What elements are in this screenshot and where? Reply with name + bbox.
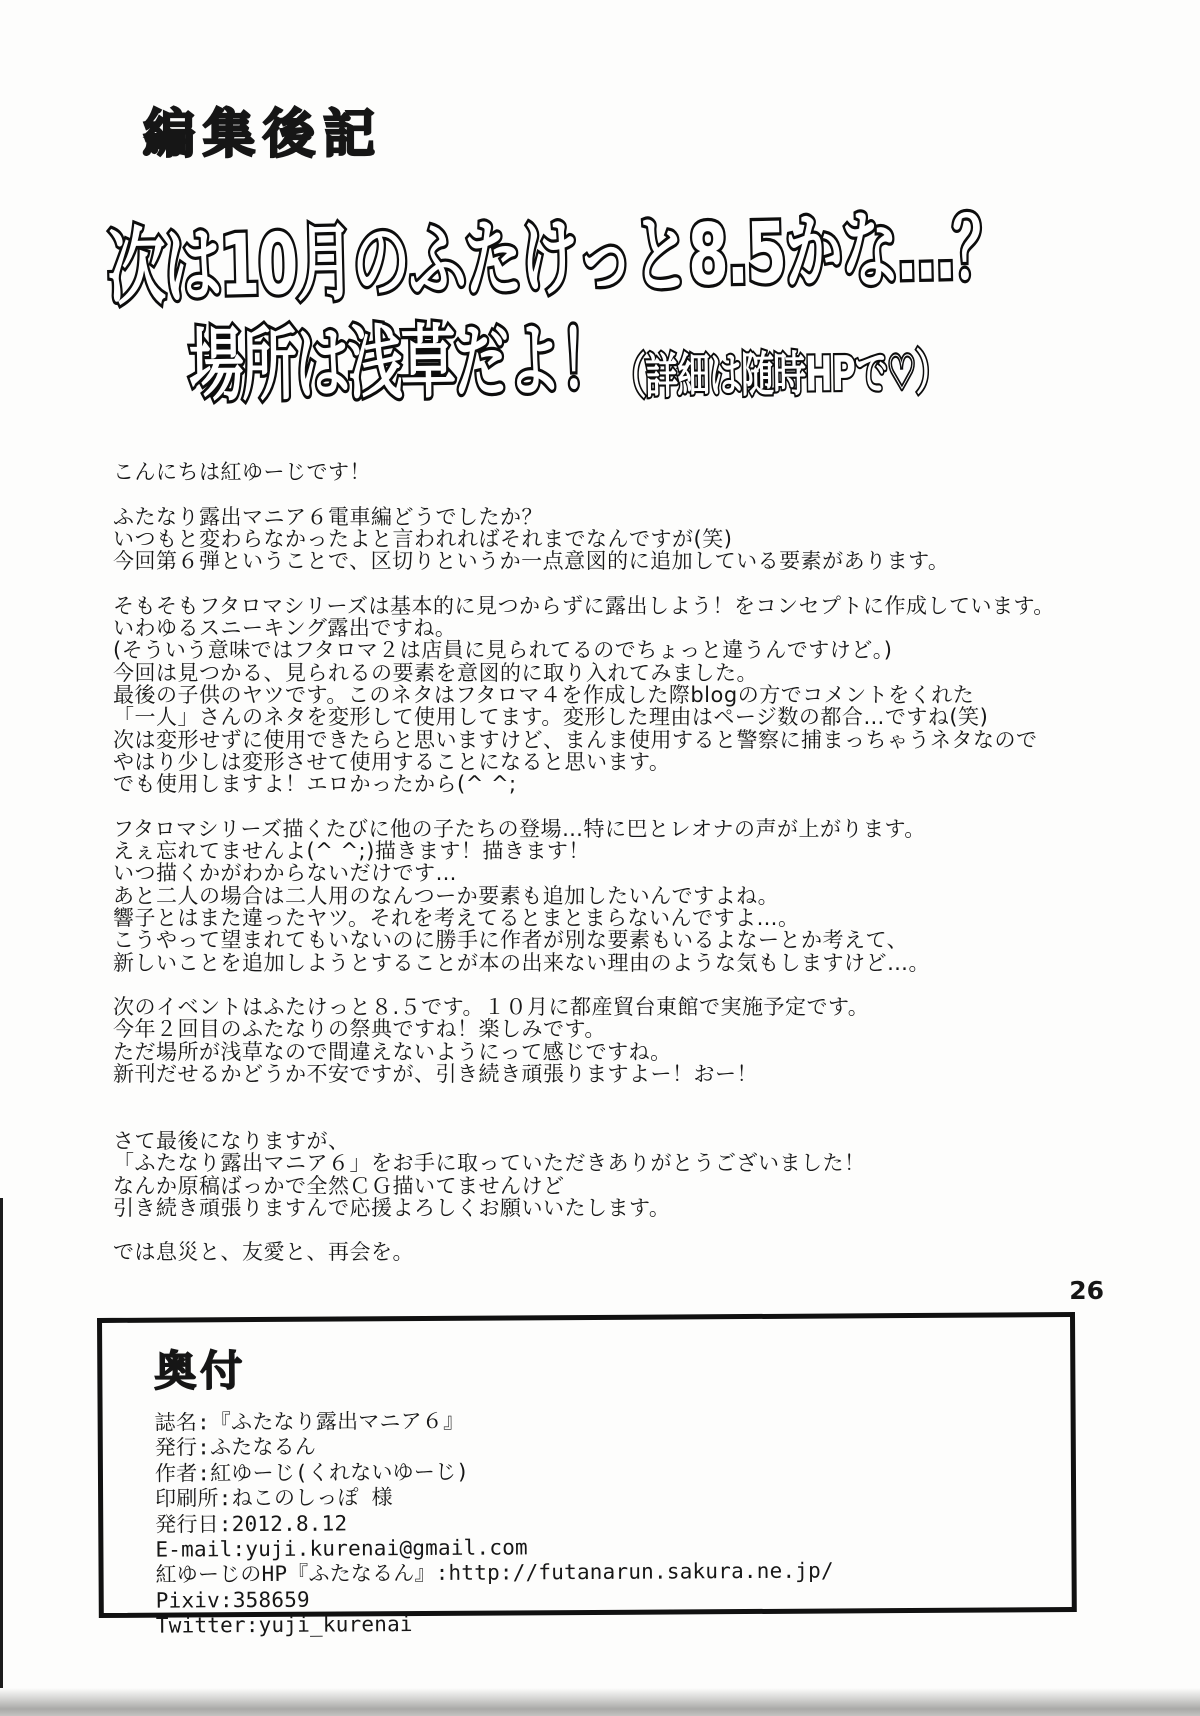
body-line: そもそもフタロマシリーズは基本的に見つからずに露出しよう！をコンセプトに作成しています。 — [113, 593, 1055, 618]
afterword-body — [113, 461, 1103, 1264]
body-line — [113, 483, 1103, 505]
body-line — [113, 572, 1103, 594]
colophon-line: 印刷所:ねこのしっぽ 様 — [155, 1485, 393, 1511]
body-line: いつもと変わらなかったよと言われればそれまでなんですが(笑) — [113, 526, 733, 551]
body-line: 次は変形せずに使用できたらと思いますけど、まんま使用すると警察に捕まっちゃうネタなので — [113, 727, 1038, 752]
body-line — [113, 974, 1103, 996]
body-line: ふたなり露出マニア６電車編どうでしたか？ — [113, 504, 543, 529]
colophon-heading: 奥付 — [154, 1346, 247, 1396]
body-line: やはり少しは変形させて使用することになると思います。 — [113, 749, 671, 774]
body-line: 引き続き頑張りますんで応援よろしくお願いいたします。 — [113, 1195, 671, 1220]
body-line: フタロマシリーズ描くたびに他の子たちの登場…特に巴とレオナの声が上がります。 — [113, 816, 926, 841]
body-line: 新しいことを追加しようとすることが本の出来ない理由のような気もしますけど…。 — [113, 950, 930, 975]
body-line: いつ描くかがわからないだけです… — [113, 861, 457, 886]
body-line: なんか原稿ばっかで全然ＣＧ描いてませんけど — [113, 1173, 565, 1198]
body-line — [113, 1108, 1103, 1130]
body-line: ただ場所が浅草なので間違えないようにって感じですね。 — [113, 1039, 672, 1064]
body-line: いわゆるスニーキング露出ですね。 — [113, 616, 457, 641]
colophon-line: 発行日:2012.8.12 — [155, 1511, 348, 1537]
body-line: あと二人の場合は二人用のなんつーか要素も追加したいんですよね。 — [113, 883, 780, 908]
headline-line-2 — [188, 291, 948, 416]
scan-edge-bottom — [0, 1688, 1200, 1716]
scan-edge-left — [0, 1198, 3, 1716]
body-line: 今回は見つかる、見られるの要素を意図的に取り入れてみました。 — [113, 660, 758, 685]
body-line: では息災と、友愛と、再会を。 — [113, 1240, 414, 1265]
body-line: 今年２回目のふたなりの祭典ですね！楽しみです。 — [113, 1017, 606, 1042]
body-line — [113, 1219, 1103, 1241]
body-line — [113, 795, 1103, 817]
body-line: 「一人」さんのネタを変形して使用してます。変形した理由はページ数の都合…ですね(笑) — [113, 705, 989, 730]
body-line: 「ふたなり露出マニア６」をお手に取っていただきありがとうございました！ — [113, 1151, 866, 1176]
headline-line-1: 次は10月のふたけっと8.5かな…？ — [106, 198, 1010, 318]
body-line: でも使用しますよ！エロかったから(^ ^; — [113, 772, 517, 797]
colophon-line: 誌名:『ふたなり露出マニア６』 — [154, 1408, 465, 1435]
body-line: (そういう意味ではフタロマ２は店員に見られてるのでちょっと違うんですけど。) — [113, 638, 893, 663]
colophon-box — [97, 1312, 1077, 1638]
colophon-line: 発行:ふたなるん — [154, 1435, 317, 1461]
body-line: 最後の子供のヤツです。このネタはフタロマ４を作成した際blogの方でコメントをくれた — [113, 682, 975, 707]
body-line: 新刊だせるかどうか不安ですが、引き続き頑張りますよー！おー！ — [113, 1062, 758, 1087]
body-line: 響子とはまた違ったヤツ。それを考えてるとまとまらないんですよ…。 — [113, 905, 800, 930]
colophon-line: Pixiv:358659 — [155, 1587, 310, 1613]
body-line: 今回第６弾ということで、区切りというか一点意図的に追加している要素があります。 — [113, 549, 950, 574]
body-line — [113, 1085, 1103, 1107]
headline-line-2-text: 場所は浅草だよ！ — [188, 313, 614, 413]
colophon-line: E-mail:yuji.kurenai@gmail.com — [155, 1535, 528, 1562]
colophon-line: Twitter:yuji_kurenai — [155, 1612, 413, 1638]
body-line: さて最後になりますが、 — [113, 1128, 350, 1153]
colophon-line: 作者:紅ゆーじ(くれないゆーじ) — [154, 1459, 470, 1486]
headline-note: （詳細は随時HPで♡） — [612, 343, 948, 405]
page-title: 編集後記 — [143, 105, 384, 165]
colophon-lines — [155, 1405, 1072, 1639]
body-line: えぇ忘れてませんよ(^ ^;)描きます！描きます！ — [113, 839, 590, 864]
colophon-line: 紅ゆーじのHP『ふたなるん』:http://futanarun.sakura.ne.jp/ — [155, 1558, 834, 1588]
body-line: 次のイベントはふたけっと８.５です。１０月に都産貿台東館で実施予定です。 — [113, 995, 870, 1020]
page-number: 26 — [1069, 1276, 1104, 1305]
body-line: こうやって望まれてもいないのに勝手に作者が別な要素もいるよなーとか考えて、 — [113, 928, 909, 953]
body-line: こんにちは紅ゆーじです！ — [113, 460, 371, 484]
